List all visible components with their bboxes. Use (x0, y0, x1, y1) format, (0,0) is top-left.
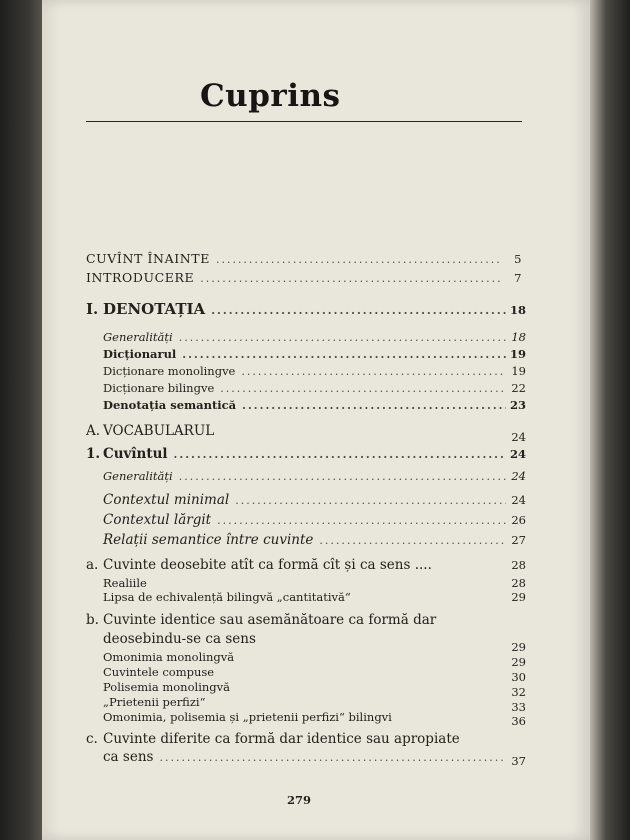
toc-leader (235, 494, 506, 507)
toc-entry (103, 512, 526, 528)
toc-entry-text: Polisemia monolingvă (103, 680, 230, 694)
toc-leader (241, 365, 506, 378)
toc-page-number: 24 (511, 493, 526, 507)
toc-entry (103, 364, 526, 378)
toc-entry-text: CUVÎNT ÎNAINTE (86, 251, 210, 266)
toc-entry-label: c. (86, 731, 98, 747)
toc-page-number: 23 (509, 398, 526, 412)
toc-entry-text: DENOTAȚIA (103, 300, 206, 318)
toc-entry (103, 469, 526, 483)
toc-page-number: 27 (511, 533, 526, 547)
toc-entry-text: Omonimia, polisemia și „prietenii perfizi“ bilingvi (103, 710, 392, 724)
toc-leader (179, 331, 506, 344)
toc-entry (103, 590, 526, 604)
toc-leader (179, 470, 506, 483)
toc-entry (103, 695, 526, 714)
toc-entry-text: VOCABULARUL (103, 423, 215, 439)
toc-page-number: 29 (511, 655, 526, 669)
toc-entry (103, 631, 526, 654)
toc-page-number: 18 (509, 303, 526, 317)
toc-page-number: 18 (511, 330, 526, 344)
toc-leader (319, 534, 506, 547)
toc-entry-label: a. (86, 557, 99, 573)
toc-leader (242, 399, 506, 412)
toc-page-number: 19 (511, 364, 526, 378)
toc-entry (103, 446, 526, 462)
toc-page-number: 37 (511, 754, 526, 768)
toc-entry (103, 492, 526, 508)
toc-entry-text: Contextul minimal (103, 492, 230, 508)
toc-page-number: 29 (511, 590, 526, 604)
toc-entry-label: 1. (86, 446, 101, 462)
toc-entry-text: Contextul lărgit (103, 512, 212, 528)
toc-entry-text: deosebindu-se ca sens (103, 631, 256, 647)
toc-entry-label: A. (86, 423, 101, 439)
toc-entry-text: Cuvîntul (103, 446, 168, 462)
toc-entry (103, 423, 526, 444)
toc-leader (220, 382, 506, 395)
toc-entry (103, 330, 526, 344)
toc-leader (217, 514, 506, 527)
toc-page-number: 33 (511, 700, 526, 714)
page-title: Cuprins (200, 78, 341, 114)
toc-entry-text: Generalități (103, 469, 173, 483)
toc-page-number: 24 (509, 447, 526, 461)
toc-leader (200, 272, 502, 285)
toc-entry-text: Lipsa de echivalență bilingvă „cantitativă“ (103, 590, 351, 604)
toc-entry-text: Dicționarul (103, 347, 177, 361)
toc-entry (103, 381, 526, 395)
page-number: 279 (287, 793, 312, 807)
toc-entry (103, 557, 526, 573)
toc-entry-text: INTRODUCERE (86, 270, 195, 285)
toc-entry-text: Generalități (103, 330, 173, 344)
toc-leader (174, 448, 506, 461)
toc-entry-text: Omonimia monolingvă (103, 650, 235, 664)
toc-leader (159, 751, 506, 764)
toc-page-number: 36 (511, 714, 526, 728)
toc-entry (103, 710, 526, 728)
toc-entry-label: I. (86, 300, 99, 318)
toc-page-number: 5 (514, 252, 522, 266)
toc-entry (103, 650, 526, 669)
toc-leader (182, 348, 506, 361)
toc-page-number: 22 (511, 381, 526, 395)
toc-entry (103, 665, 526, 684)
toc-leader (216, 253, 502, 266)
toc-page-number: 28 (511, 576, 526, 590)
toc-page-number: 28 (511, 558, 526, 572)
toc-entry-text: ca sens (103, 749, 154, 765)
toc-page-number: 30 (511, 670, 526, 684)
toc-entry (103, 347, 526, 361)
toc-entry-text: Cuvinte identice sau asemănătoare ca formă dar (103, 612, 437, 628)
toc-entry (86, 270, 522, 285)
toc-entry-text: Cuvinte diferite ca formă dar identice sau apropiate (103, 731, 460, 747)
toc-entry-text: Dicționare monolingve (103, 364, 236, 378)
toc-entry (103, 749, 526, 768)
toc-entry (103, 300, 526, 318)
toc-page-number: 19 (509, 347, 526, 361)
toc-page-number: 32 (511, 685, 526, 699)
toc-entry-label: b. (86, 612, 99, 628)
toc-entry-text: Relații semantice între cuvinte (103, 532, 314, 548)
toc-page-number: 7 (514, 271, 522, 285)
toc-page-number: 29 (511, 640, 526, 654)
toc-entry-text: Cuvintele compuse (103, 665, 215, 679)
toc-entry-text: Denotația semantică (103, 398, 237, 412)
toc-leader (211, 304, 506, 317)
toc-entry (103, 398, 526, 412)
toc-page-number: 24 (511, 430, 526, 444)
toc-entry-text: Realiile (103, 576, 147, 590)
toc-entry-text: Dicționare bilingve (103, 381, 215, 395)
toc-entry (103, 680, 526, 699)
toc-page-number: 24 (511, 469, 526, 483)
toc-entry (86, 251, 522, 266)
toc-entry-text: „Prietenii perfizi“ (103, 695, 206, 709)
toc-entry-text: Cuvinte deosebite atît ca formă cît și ca sens .... (103, 557, 432, 573)
toc-page-number: 26 (511, 513, 526, 527)
toc-entry (103, 576, 526, 590)
toc-entry (103, 532, 526, 548)
